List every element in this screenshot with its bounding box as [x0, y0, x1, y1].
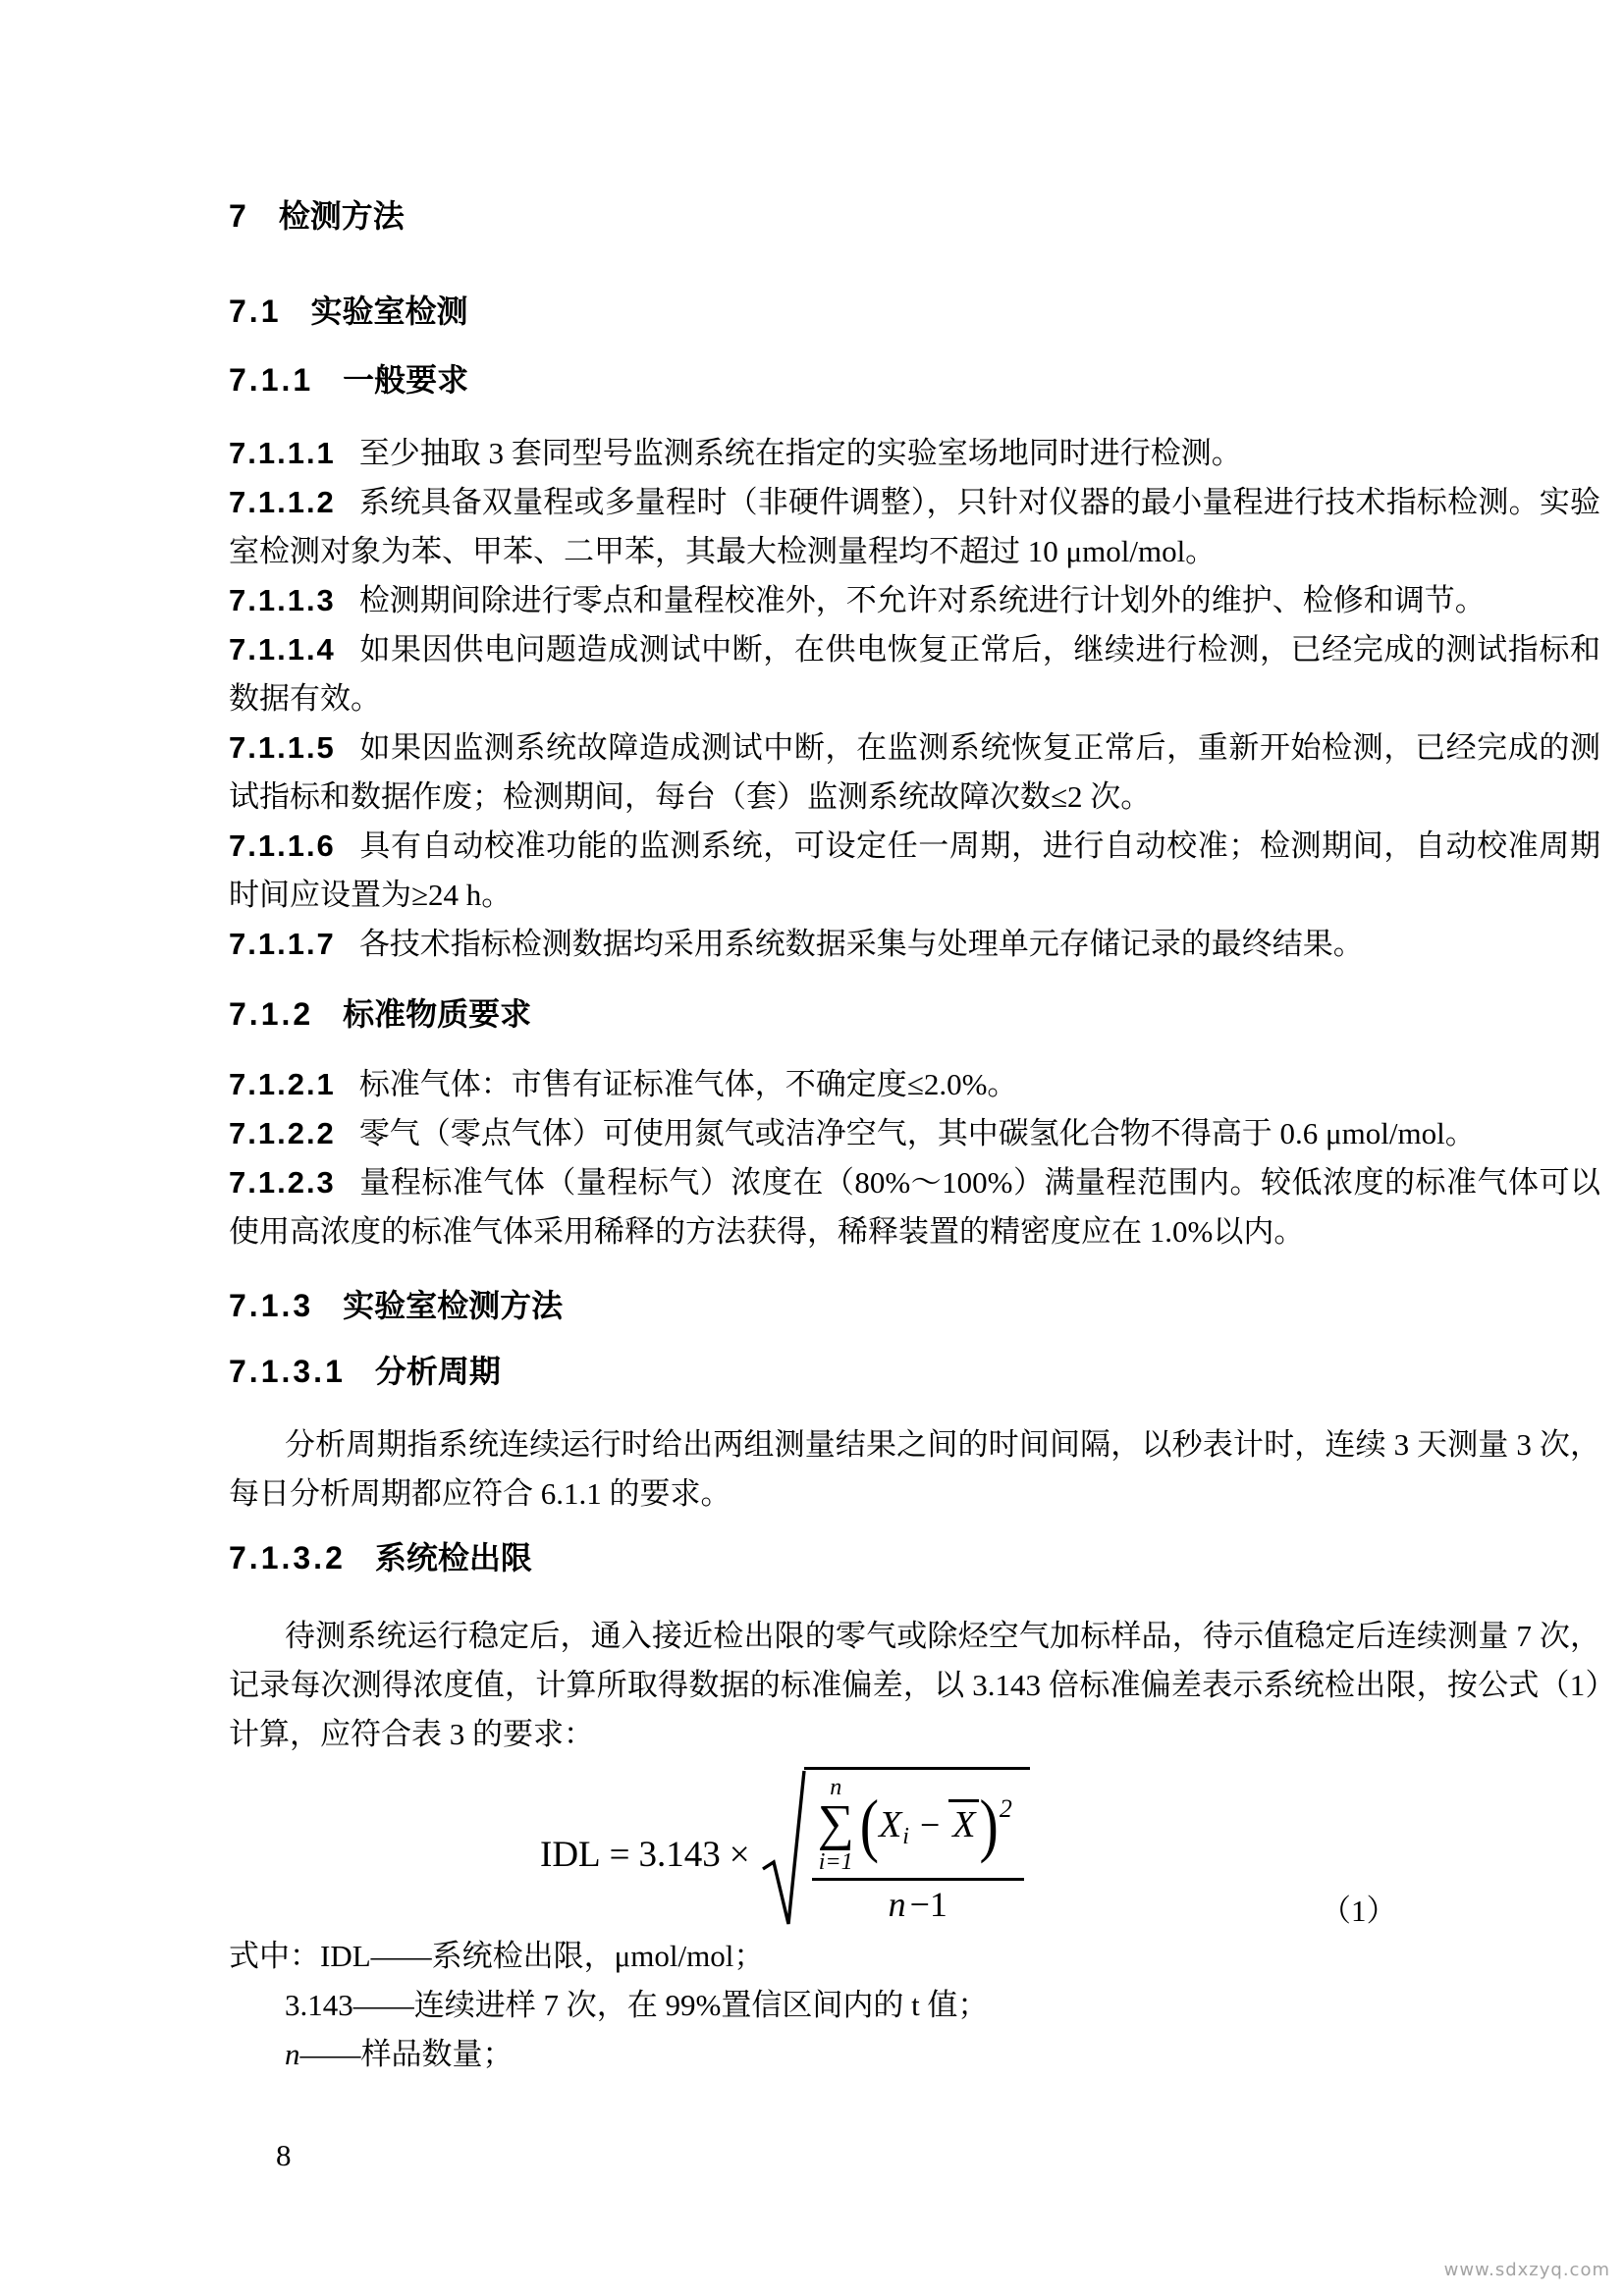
definition-dash: ——	[299, 2037, 361, 2071]
clause-number: 7.1.1.7	[229, 927, 336, 961]
definition-text: 系统检出限，μmol/mol；	[431, 1939, 765, 1973]
clause-7-1-1-2	[229, 478, 1600, 576]
definition-n	[229, 2030, 1600, 2079]
squared-deviation-expression	[859, 1784, 1012, 1865]
clause-7-1-2-3	[229, 1158, 1600, 1256]
clause-7-1-1-6	[229, 822, 1600, 920]
n-symbol: n	[888, 1885, 906, 1925]
watermark-url: www.sdxzyq.com	[1443, 2260, 1610, 2280]
heading-7-1-3-number: 7.1.3	[229, 1288, 314, 1323]
right-paren: )	[979, 1784, 999, 1865]
clause-text: 各技术指标检测数据均采用系统数据采集与处理单元存储记录的最终结果。	[358, 927, 1364, 961]
heading-7-1-1-title: 一般要求	[343, 362, 469, 398]
radical-sign-icon	[761, 1769, 806, 1930]
fraction	[812, 1776, 1024, 1925]
where-label: 式中：	[229, 1939, 320, 1973]
formula-idl-symbol: IDL	[540, 1835, 601, 1875]
definition-symbol: IDL	[320, 1939, 371, 1973]
heading-7-1	[229, 287, 1600, 336]
heading-7-1-title: 实验室检测	[310, 294, 468, 329]
superscript-2: 2	[999, 1794, 1012, 1824]
clause-text: 零气（零点气体）可使用氮气或洁净空气，其中碳氢化合物不得高于 0.6 μmol/mol。	[358, 1116, 1476, 1150]
heading-7-1-3	[229, 1281, 1600, 1330]
clause-text: 检测期间除进行零点和量程校准外，不允许对系统进行计划外的维护、检修和调节。	[358, 583, 1486, 617]
heading-7-1-3-2-title: 系统检出限	[374, 1540, 532, 1575]
heading-7-1-2	[229, 989, 1600, 1039]
clause-number: 7.1.1.3	[229, 583, 336, 617]
heading-7-number: 7	[229, 198, 249, 234]
heading-7-1-3-1-number: 7.1.3.1	[229, 1354, 346, 1389]
paragraph-detection-limit: 待测系统运行稳定后，通入接近检出限的零气或除烃空气加标样品，待示值稳定后连续测量 7 次，记录每次测得浓度值，计算所取得数据的标准偏差，以 3.143 倍标准偏差表示系统检出限，按公式（1）计算，应符合表 3 的要求：	[229, 1619, 1600, 1751]
sigma-icon: ∑	[817, 1795, 854, 1851]
formula-definitions	[229, 1932, 1600, 2079]
square-root	[761, 1767, 1030, 1930]
heading-7-1-1-number: 7.1.1	[229, 362, 314, 398]
clause-text: 系统具备双量程或多量程时（非硬件调整），只针对仪器的最小量程进行技术指标检测。实验室检测对象为苯、甲苯、二甲苯，其最大检测量程均不超过 10 μmol/mol。	[229, 485, 1600, 568]
clause-text: 标准气体：市售有证标准气体，不确定度≤2.0%。	[358, 1067, 1018, 1101]
clause-7-1-1-7	[229, 920, 1600, 969]
sum-lower-limit: i=1	[818, 1849, 853, 1876]
sum-upper-limit: n	[830, 1775, 842, 1800]
fraction-denominator	[889, 1881, 947, 1925]
definition-3143	[229, 1981, 1600, 2030]
left-paren: (	[859, 1784, 880, 1865]
formula-coefficient: 3.143	[638, 1835, 721, 1875]
definition-text: 样品数量；	[360, 2037, 514, 2071]
heading-7-1-1	[229, 355, 1600, 404]
clause-7-1-2-1	[229, 1060, 1600, 1109]
formula-row	[540, 1767, 1030, 1930]
clause-number: 7.1.1.4	[229, 632, 336, 667]
clause-7-1-2-2	[229, 1109, 1600, 1158]
heading-7-1-3-2	[229, 1533, 1600, 1582]
clause-text: 至少抽取 3 套同型号监测系统在指定的实验室场地同时进行检测。	[358, 436, 1242, 470]
clause-text: 如果因监测系统故障造成测试中断，在监测系统恢复正常后，重新开始检测，已经完成的测试指标和数据作废；检测期间，每台（套）监测系统故障次数≤2 次。	[229, 730, 1600, 814]
heading-7	[229, 191, 1600, 240]
clause-number: 7.1.2.3	[229, 1165, 336, 1200]
clause-7-1-1-1	[229, 429, 1600, 478]
summation	[818, 1776, 854, 1874]
x-subscript-i: i	[902, 1823, 909, 1849]
page-content	[229, 0, 1600, 2175]
definition-symbol: 3.143	[285, 1988, 353, 2022]
clause-7-1-1-3	[229, 576, 1600, 625]
clause-number: 7.1.1.1	[229, 436, 336, 470]
definition-text: 连续进样 7 次，在 99%置信区间内的 t 值；	[413, 1988, 989, 2022]
definition-dash: ——	[370, 1939, 432, 1973]
clause-number: 7.1.1.6	[229, 828, 336, 863]
heading-7-1-2-title: 标准物质要求	[343, 996, 532, 1032]
paragraph-analysis-cycle: 分析周期指系统连续运行时给出两组测量结果之间的时间间隔，以秒表计时，连续 3 天测量 3 次，每日分析周期都应符合 6.1.1 的要求。	[229, 1427, 1600, 1511]
clause-number: 7.1.1.2	[229, 485, 336, 519]
page-number: 8	[276, 2138, 292, 2172]
heading-7-title: 检测方法	[278, 198, 405, 234]
fraction-numerator	[812, 1776, 1024, 1881]
equals-sign: =	[609, 1835, 630, 1875]
multiply-sign: ×	[729, 1835, 750, 1875]
formula-lhs	[540, 1767, 759, 1876]
clause-7-1-1-4	[229, 625, 1600, 723]
clause-number: 7.1.1.5	[229, 730, 336, 765]
clause-text: 如果因供电问题造成测试中断，在供电恢复正常后，继续进行检测，已经完成的测试指标和数据有效。	[229, 632, 1600, 716]
definition-idl	[229, 1932, 1600, 1981]
clause-number: 7.1.2.1	[229, 1067, 336, 1101]
heading-7-1-3-1	[229, 1347, 1600, 1396]
heading-7-1-number: 7.1	[229, 294, 282, 329]
clause-text: 具有自动校准功能的监测系统，可设定任一周期，进行自动校准；检测期间，自动校准周期时间应设置为≥24 h。	[229, 828, 1600, 912]
clause-7-1-1-5	[229, 723, 1600, 822]
minus-sign: −	[919, 1805, 941, 1845]
radicand	[804, 1767, 1030, 1925]
x-i-symbol: X	[879, 1804, 902, 1846]
definition-dash: ——	[352, 1988, 414, 2022]
minus-one: −1	[909, 1885, 947, 1925]
x-bar-symbol: X	[948, 1799, 979, 1846]
heading-7-1-2-number: 7.1.2	[229, 996, 314, 1032]
heading-7-1-3-title: 实验室检测方法	[343, 1288, 564, 1323]
heading-7-1-3-1-title: 分析周期	[374, 1354, 501, 1389]
equation-number: （1）	[1321, 1894, 1397, 1928]
definition-symbol: n	[285, 2037, 300, 2071]
clause-text: 量程标准气体（量程标气）浓度在（80%～100%）满量程范围内。较低浓度的标准气体可以使用高浓度的标准气体采用稀释的方法获得，稀释装置的精密度应在 1.0%以内。	[229, 1165, 1600, 1249]
clause-number: 7.1.2.2	[229, 1116, 336, 1150]
heading-7-1-3-2-number: 7.1.3.2	[229, 1540, 346, 1575]
formula-idl	[229, 1767, 1600, 1932]
